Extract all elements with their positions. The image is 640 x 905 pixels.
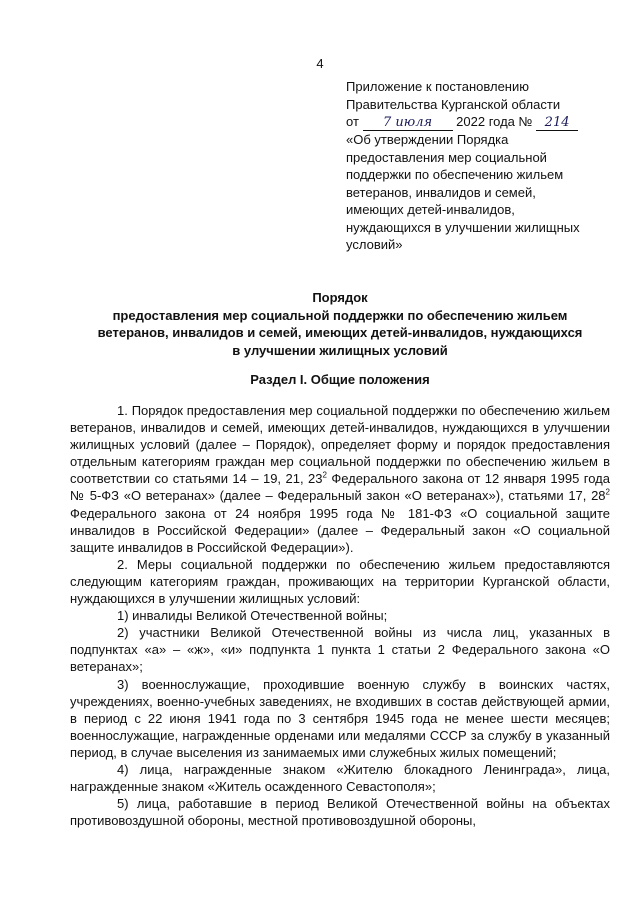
title-line: в улучшении жилищных условий bbox=[232, 342, 448, 358]
appendix-line: «Об утверждении Порядка bbox=[346, 132, 509, 147]
appendix-line: имеющих детей-инвалидов, bbox=[346, 202, 515, 217]
year-text: 2022 года № bbox=[456, 114, 533, 129]
appendix-line: Приложение к постановлению bbox=[346, 79, 529, 94]
list-item-2: 2) участники Великой Отечественной войны из числа лиц, указанных в подпунктах «а» – «ж», «и» подпункта 1 пункта 1 статьи 2 Федерального закона «О ветеранах»; bbox=[70, 625, 610, 675]
handwritten-number: 214 bbox=[536, 116, 578, 131]
document-title bbox=[70, 289, 610, 359]
date-prefix: от bbox=[346, 114, 359, 129]
body-text bbox=[70, 402, 610, 829]
appendix-line: ветеранов, инвалидов и семей, bbox=[346, 184, 536, 200]
title-line: предоставления мер социальной поддержки по обеспечению жильем bbox=[112, 307, 568, 323]
appendix-line: нуждающихся в улучшении жилищных bbox=[346, 219, 580, 235]
superscript: 2 bbox=[322, 471, 327, 481]
appendix-block bbox=[346, 78, 616, 254]
paragraph-1: 1. Порядок предоставления мер социальной поддержки по обеспечению жильем ветеранов, инвалидов и семей, имеющих детей-инвалидов, нуждающихся в улучшении жилищных условий (далее – Порядок), определяет форму и порядок предоставления отдельным категориям граждан мер социальной поддержки по обеспечению жильем в соответствии со статьями 14 – 19, 21, $23^2$ Федерального закона от 12 января 1995 года № 5-ФЗ «О ветеранах» (далее – Федеральный закон «О ветеранах»), статьями 17, $28^2$ Федерального закона от 24 ноября 1995 года № 181-ФЗ «О социальной защите инвалидов в Российской Федерации» (далее – Федеральный закон «О социальной защите инвалидов в Российской Федерации»). bbox=[70, 403, 610, 555]
list-item-4: 4) лица, награжденные знаком «Жителю блокадного Ленинграда», лица, награжденные знаком «Житель осажденного Севастополя»; bbox=[70, 761, 610, 795]
superscript: 2 bbox=[605, 488, 610, 498]
appendix-line: Правительства Курганской области bbox=[346, 96, 561, 112]
list-item-3: 3) военнослужащие, проходившие военную службу в воинских частях, учреждениях, военно-учебных заведениях, не входивших в состав действующей армии, в период с 22 июня 1941 года по 3 сентября 1945 года не менее шести месяцев; военнослужащие, награжденные орденами или медалями СССР за службу в указанный период, в случае выселения из занимаемых ими служебных жилых помещений; bbox=[70, 676, 610, 760]
page-number: 4 bbox=[316, 56, 324, 71]
list-item-1: 1) инвалиды Великой Отечественной войны; bbox=[117, 608, 388, 624]
appendix-line: поддержки по обеспечению жильем bbox=[346, 167, 564, 182]
section-heading: Раздел I. Общие положения bbox=[250, 372, 430, 387]
appendix-line: предоставления мер социальной bbox=[346, 149, 547, 165]
appendix-line: условий» bbox=[346, 237, 403, 252]
handwritten-date: 7 июля bbox=[363, 116, 453, 131]
paragraph-2: 2. Меры социальной поддержки по обеспечению жильем предоставляются следующим категориям граждан, проживающих на территории Курганской области, нуждающихся в улучшении жилищных условий: bbox=[70, 556, 610, 607]
list-item-5: 5) лица, работавшие в период Великой Отечественной войны на объектах противовоздушной обороны, местной противовоздушной обороны, bbox=[70, 796, 610, 829]
title-line: Порядок bbox=[312, 290, 368, 305]
title-line: ветеранов, инвалидов и семей, имеющих детей-инвалидов, нуждающихся bbox=[97, 325, 583, 340]
appendix-date-line bbox=[346, 113, 616, 131]
